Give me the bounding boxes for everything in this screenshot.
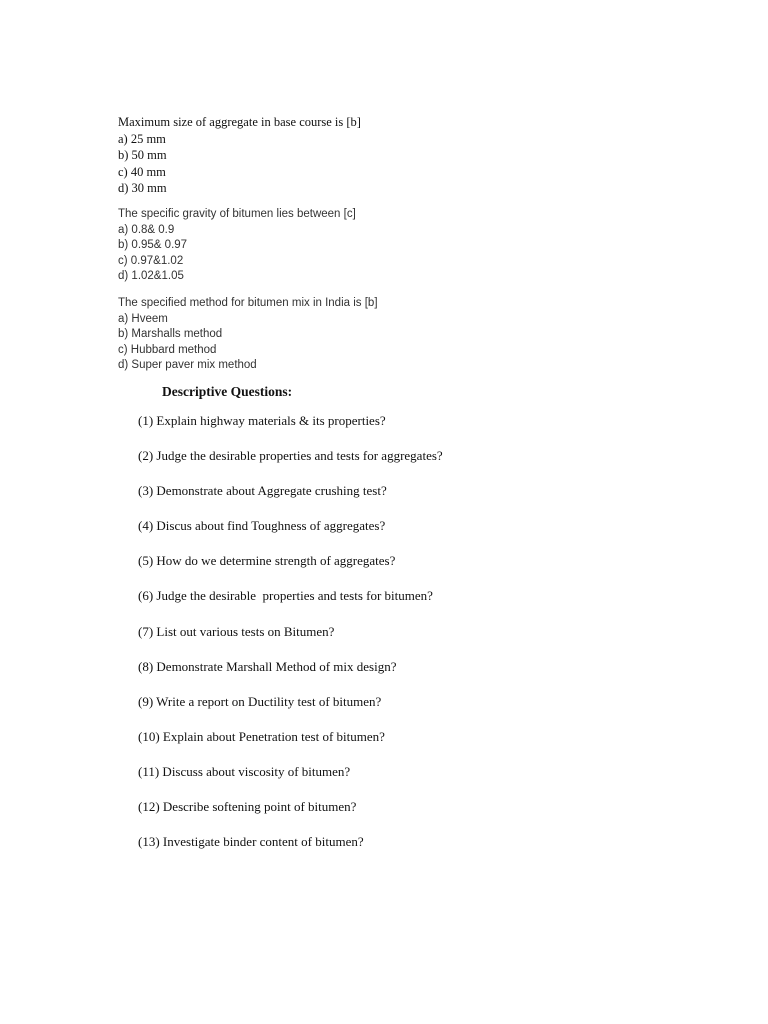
mcq-option: b) Marshalls method	[118, 328, 223, 340]
descriptive-question: (6) Judge the desirable properties and tests for bitumen?	[138, 588, 433, 604]
mcq-option: c) 40 mm	[118, 164, 166, 179]
mcq-question-text: Maximum size of aggregate in base course is [b]	[118, 115, 361, 129]
descriptive-question: (4) Discus about find Toughness of aggregates?	[138, 518, 386, 534]
descriptive-question: (7) List out various tests on Bitumen?	[138, 623, 335, 639]
descriptive-heading: Descriptive Questions:	[162, 384, 293, 399]
mcq-question-1	[118, 114, 638, 197]
mcq-option: a) 0.8& 0.9	[118, 223, 175, 236]
descriptive-question: (2) Judge the desirable properties and tests for aggregates?	[138, 448, 443, 464]
mcq-option: a) 25 mm	[118, 131, 166, 146]
mcq-question-3	[118, 296, 638, 374]
mcq-option: c) 0.97&1.02	[118, 254, 184, 267]
descriptive-question-list	[138, 411, 443, 867]
mcq-option: b) 0.95& 0.97	[118, 239, 188, 251]
descriptive-question: (8) Demonstrate Marshall Method of mix design?	[138, 658, 397, 674]
mcq-option: d) 30 mm	[118, 181, 167, 195]
descriptive-question: (11) Discuss about viscosity of bitumen?	[138, 763, 351, 779]
descriptive-question: (12) Describe softening point of bitumen?	[138, 799, 357, 815]
mcq-question-text: The specific gravity of bitumen lies between [c]	[118, 208, 356, 220]
descriptive-question: (3) Demonstrate about Aggregate crushing test?	[138, 483, 387, 499]
mcq-option: c) Hubbard method	[118, 343, 217, 356]
mcq-option: a) Hveem	[118, 312, 168, 325]
mcq-question-2	[118, 207, 638, 285]
descriptive-question: (13) Investigate binder content of bitumen?	[138, 834, 364, 850]
descriptive-question: (5) How do we determine strength of aggregates?	[138, 553, 396, 569]
descriptive-question: (10) Explain about Penetration test of bitumen?	[138, 728, 385, 744]
mcq-option: b) 50 mm	[118, 148, 167, 162]
descriptive-question: (1) Explain highway materials & its properties?	[138, 413, 386, 428]
mcq-question-text: The specified method for bitumen mix in India is [b]	[118, 297, 378, 309]
descriptive-question: (9) Write a report on Ductility test of bitumen?	[138, 693, 382, 709]
mcq-option: d) 1.02&1.05	[118, 270, 184, 282]
mcq-option: d) Super paver mix method	[118, 359, 257, 371]
